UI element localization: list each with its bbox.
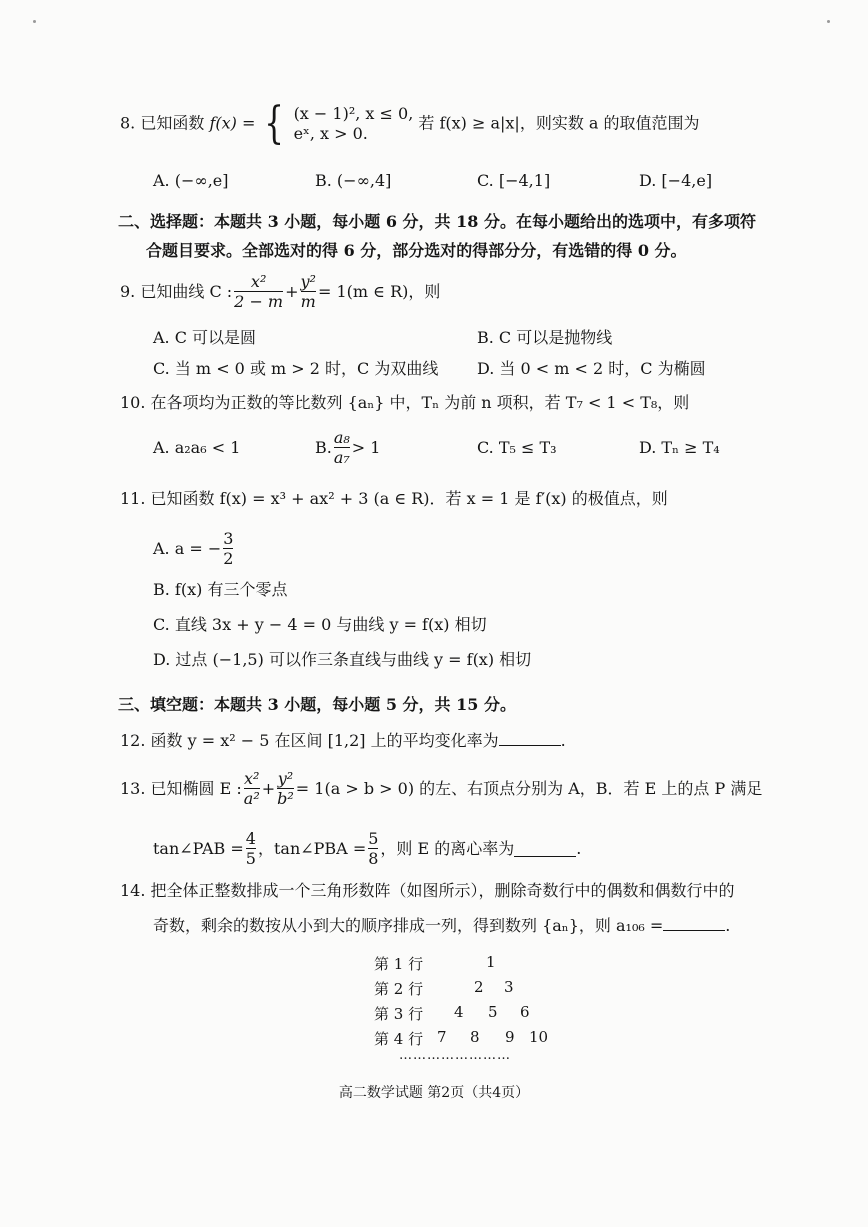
q11-option-a [153, 526, 235, 572]
triangular-number-array [374, 953, 574, 1053]
question-12-stem [120, 731, 566, 751]
piecewise-brace: { [264, 98, 285, 149]
q9-prefix: 9. 已知曲线 C : [120, 282, 233, 301]
q9-option-b: B. C 可以是抛物线 [477, 328, 613, 347]
question-10-stem: 10. 在各项均为正数的等比数列 {aₙ} 中，Tₙ 为前 n 项积，若 T₇ < 1 < T₈，则 [120, 393, 690, 412]
question-13-stem [120, 766, 762, 812]
q8-prefix: 8. 已知函数 [120, 113, 205, 133]
array-row [374, 953, 574, 978]
q12-text: 12. 函数 y = x² − 5 在区间 [1,2] 上的平均变化率为 [120, 731, 499, 750]
answer-blank[interactable] [514, 842, 576, 857]
array-row [374, 978, 574, 1003]
section-3-heading: 三、填空题：本题共 3 小题，每小题 5 分，共 15 分。 [118, 695, 516, 714]
answer-blank[interactable] [663, 916, 725, 931]
q10-option-c: C. T₅ ≤ T₃ [477, 438, 557, 457]
tan-pba: ，tan∠PBA = [257, 839, 367, 858]
q11-option-c: C. 直线 3x + y − 4 = 0 与曲线 y = f(x) 相切 [153, 615, 487, 634]
section-2-heading: 二、选择题：本题共 3 小题，每小题 6 分，共 18 分。在每小题给出的选项中，有多项符 [118, 212, 756, 231]
q8-option-a: A. (−∞,e] [153, 171, 229, 190]
answer-blank[interactable] [499, 731, 561, 746]
question-14-stem-cont [153, 916, 730, 936]
array-number: 6 [520, 1003, 530, 1021]
array-row [374, 1003, 574, 1028]
row-label: 第 1 行 [374, 955, 424, 973]
q8-condition: 若 f(x) ≥ a|x|，则实数 a 的取值范围为 [418, 113, 700, 133]
q8-function: f(x) = [209, 113, 256, 133]
array-number: 2 [474, 978, 484, 996]
q9-fraction-1: $\frac{\text{x²}}{2 - m}$ [234, 272, 284, 311]
tan-pab: tan∠PAB = [153, 839, 244, 858]
question-8-stem [120, 98, 700, 154]
q13-prefix: 13. 已知椭圆 E : [120, 779, 242, 798]
array-number: 4 [454, 1003, 464, 1021]
option-b-inequality: > 1 [351, 438, 381, 457]
row-label: 第 4 行 [374, 1030, 424, 1048]
q11-option-b: B. f(x) 有三个零点 [153, 580, 288, 599]
array-number: 10 [529, 1028, 549, 1046]
question-14-stem: 14. 把全体正整数排成一个三角形数阵（如图所示），删除奇数行中的偶数和偶数行中的 [120, 881, 735, 900]
page-footer: 高二数学试题 第2页（共4页） [338, 1085, 530, 1101]
question-9-stem [120, 270, 440, 314]
scan-speck [33, 20, 36, 23]
section-2-heading-cont: 合题目要求。全部选对的得 6 分，部分选对的得部分分，有选错的得 0 分。 [146, 241, 687, 260]
array-number: 8 [470, 1028, 480, 1046]
plus-sign: + [285, 282, 299, 301]
array-number: 3 [504, 978, 514, 996]
q14-line2: 奇数，剩余的数按从小到大的顺序排成一列，得到数列 {aₙ}，则 a₁₀₆ = [153, 916, 664, 935]
q13-suffix: = 1(a > b > 0) 的左、右顶点分别为 A，B．若 E 上的点 P 满足 [295, 779, 763, 798]
q13-tan-fraction-2: $\frac{5}{8}$ [368, 829, 379, 868]
q8-option-c: C. [−4,1] [477, 171, 551, 190]
plus-sign: + [261, 779, 276, 798]
q8-option-b: B. (−∞,4] [315, 171, 392, 190]
q10-option-b-fraction: $\frac{\text{a₈}}{\text{a₇}}$ [333, 428, 350, 467]
question-11-stem: 11. 已知函数 f(x) = x³ + ax² + 3 (a ∈ R)．若 x = 1 是 f′(x) 的极值点，则 [120, 489, 668, 508]
row-label: 第 2 行 [374, 980, 424, 998]
q10-option-d: D. Tₙ ≥ T₄ [639, 438, 720, 457]
row-label: 第 3 行 [374, 1005, 424, 1023]
q10-option-b [315, 425, 380, 471]
continuation-dots: …………………… [399, 1048, 511, 1063]
q13-fraction-1: $\frac{\text{x²}}{\text{a²}}$ [243, 769, 260, 808]
q11-option-d: D. 过点 (−1,5) 可以作三条直线与曲线 y = f(x) 相切 [153, 650, 532, 669]
option-letter: B. [315, 438, 332, 457]
q9-option-d: D. 当 0 < m < 2 时，C 为椭圆 [477, 359, 706, 378]
q8-case-2: eˣ, x > 0. [293, 124, 368, 143]
q9-option-a: A. C 可以是圆 [153, 328, 257, 347]
q9-suffix: = 1(m ∈ R)，则 [317, 282, 441, 301]
option-a-text: A. a = − [153, 539, 222, 558]
scan-speck [827, 20, 830, 23]
q8-case-1: (x − 1)², x ≤ 0, [293, 104, 414, 123]
q8-piecewise [294, 104, 414, 144]
q10-option-a: A. a₂a₆ < 1 [153, 438, 241, 457]
array-number: 9 [505, 1028, 515, 1046]
array-number: 1 [486, 953, 496, 971]
q13-tail: ，则 E 的离心率为 [380, 839, 515, 858]
question-13-condition [153, 826, 581, 872]
array-number: 7 [437, 1028, 447, 1046]
q8-option-d: D. [−4,e] [639, 171, 713, 190]
q11-option-a-fraction: $\frac{3}{2}$ [223, 529, 234, 568]
q9-option-c: C. 当 m < 0 或 m > 2 时，C 为双曲线 [153, 359, 439, 378]
q12-period: . [560, 731, 566, 750]
q13-tan-fraction-1: $\frac{4}{5}$ [245, 829, 256, 868]
q13-fraction-2: $\frac{\text{y²}}{\text{b²}}$ [277, 769, 294, 808]
array-number: 5 [488, 1003, 498, 1021]
q14-period: . [725, 916, 731, 935]
q9-fraction-2: $\frac{\text{y²}}{m}$ [300, 272, 316, 311]
q13-period: . [576, 839, 582, 858]
